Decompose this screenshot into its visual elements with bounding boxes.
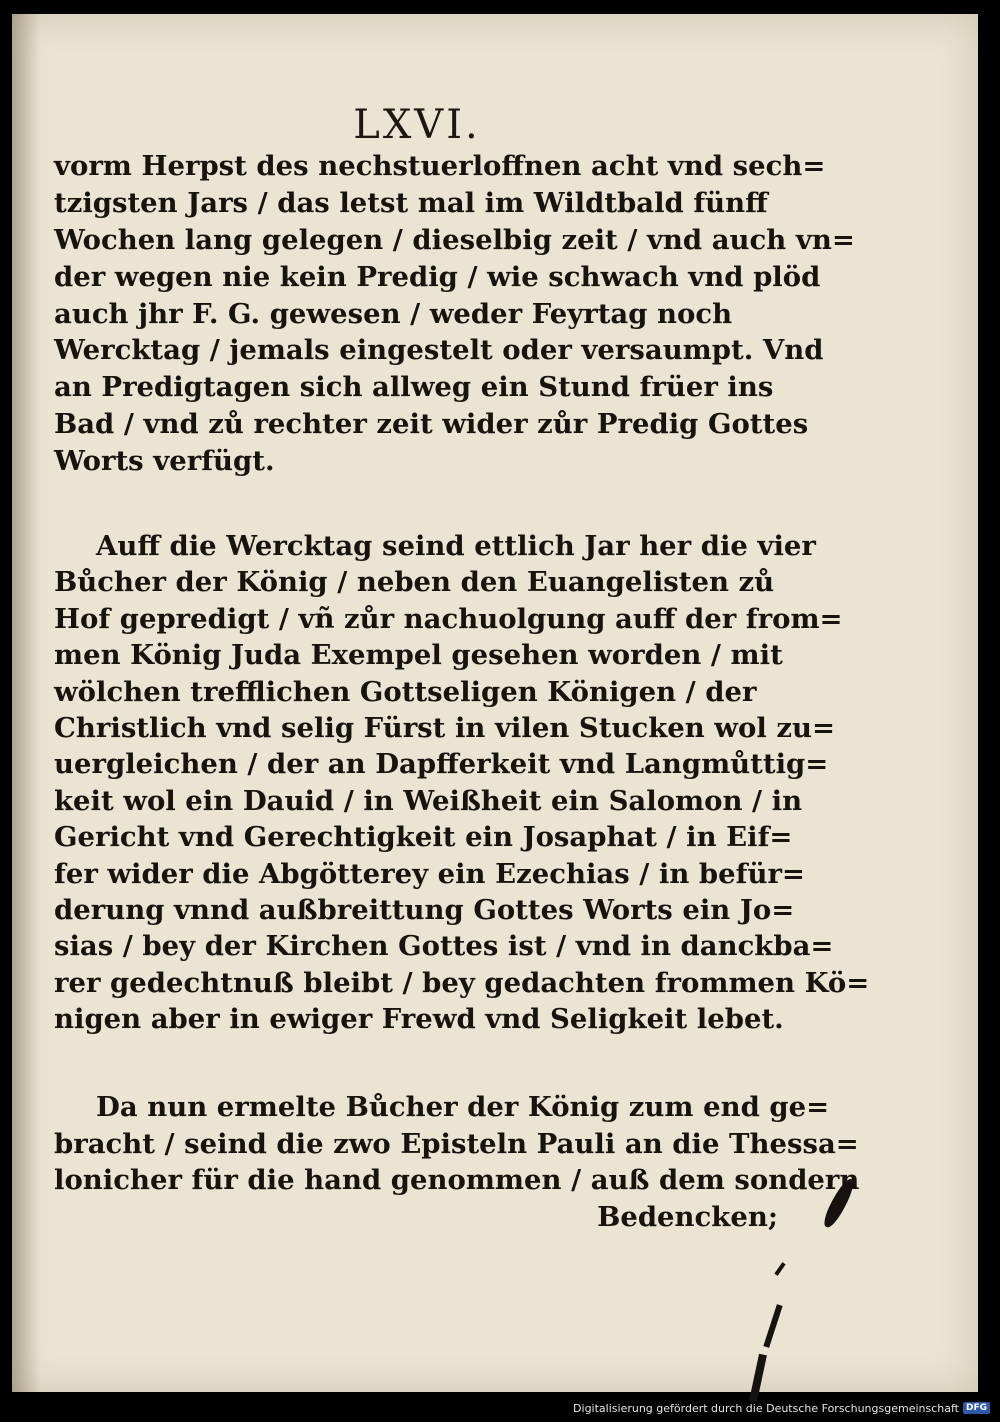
- ink-blot: [749, 1354, 767, 1403]
- text-line: Bůcher der König / neben den Euangelisten zů: [54, 566, 775, 599]
- text-line: lonicher für die hand genommen / auß dem sondern: [54, 1164, 860, 1197]
- page-gutter-shadow: [12, 14, 40, 1392]
- text-line: Bad / vnd zů rechter zeit wider zůr Predig Gottes: [54, 408, 809, 441]
- text-line: derung vnnd außbreittung Gottes Worts ein Jo=: [54, 893, 795, 926]
- paragraph-1: [54, 148, 855, 480]
- text-line: der wegen nie kein Predig / wie schwach vnd plöd: [54, 260, 821, 293]
- text-line: tzigsten Jars / das letst mal im Wildtbald fünff: [54, 186, 768, 219]
- text-line: Da nun ermelte Bůcher der König zum end ge=: [96, 1091, 830, 1124]
- digitization-credit: [573, 1398, 990, 1418]
- text-line: Worts verfügt.: [54, 445, 275, 478]
- paragraph-spacer: [54, 480, 778, 528]
- text-line: rer gedechtnuß bleibt / bey gedachten frommen Kö=: [54, 966, 870, 999]
- text-line: Auff die Wercktag seind ettlich Jar her die vier: [96, 530, 816, 563]
- text-line: Wercktag / jemals eingestelt oder versaumpt. Vnd: [54, 334, 824, 367]
- text-line: keit wol ein Dauid / in Weißheit ein Salomon / in: [54, 784, 803, 817]
- text-line: nigen aber in ewiger Frewd vnd Seligkeit lebet.: [54, 1003, 784, 1036]
- catchword: Bedencken;: [597, 1200, 778, 1233]
- text-line: Hof gepredigt / vñ zůr nachuolgung auff der from=: [54, 602, 843, 635]
- paragraph-2: [54, 528, 870, 1037]
- text-line: Wochen lang gelegen / dieselbig zeit / vnd auch vn=: [54, 223, 855, 256]
- text-line: men König Juda Exempel gesehen worden / mit: [54, 639, 783, 672]
- text-line: auch jhr F. G. gewesen / weder Feyrtag noch: [54, 297, 733, 330]
- book-page: [12, 14, 978, 1392]
- paragraph-3: [54, 1089, 860, 1235]
- text-block: [54, 148, 870, 1235]
- text-line: wölchen trefflichen Gottseligen Königen / der: [54, 675, 757, 708]
- ink-blot: [763, 1304, 782, 1348]
- text-line: uergleichen / der an Dapfferkeit vnd Langmůttig=: [54, 748, 829, 781]
- text-line: Gericht vnd Gerechtigkeit ein Josaphat / in Eif=: [54, 821, 793, 854]
- dfg-logo: DFG: [963, 1402, 990, 1414]
- text-line: vorm Herpst des nechstuerloffnen acht vnd sech=: [54, 150, 826, 182]
- paragraph-spacer: [54, 1037, 778, 1089]
- text-line: fer wider die Abgötterey ein Ezechias / in befür=: [54, 857, 805, 890]
- text-line: an Predigtagen sich allweg ein Stund früer ins: [54, 371, 774, 404]
- text-line: bracht / seind die zwo Episteln Pauli an die Thessa=: [54, 1127, 859, 1160]
- funding-credit-text: Digitalisierung gefördert durch die Deutsche Forschungsgemeinschaft: [573, 1401, 959, 1415]
- text-line: sias / bey der Kirchen Gottes ist / vnd in danckba=: [54, 930, 834, 963]
- ink-blot: [774, 1262, 785, 1276]
- text-line: Christlich vnd selig Fürst in vilen Stucken wol zu=: [54, 711, 835, 744]
- page-number: LXVI.: [353, 102, 481, 148]
